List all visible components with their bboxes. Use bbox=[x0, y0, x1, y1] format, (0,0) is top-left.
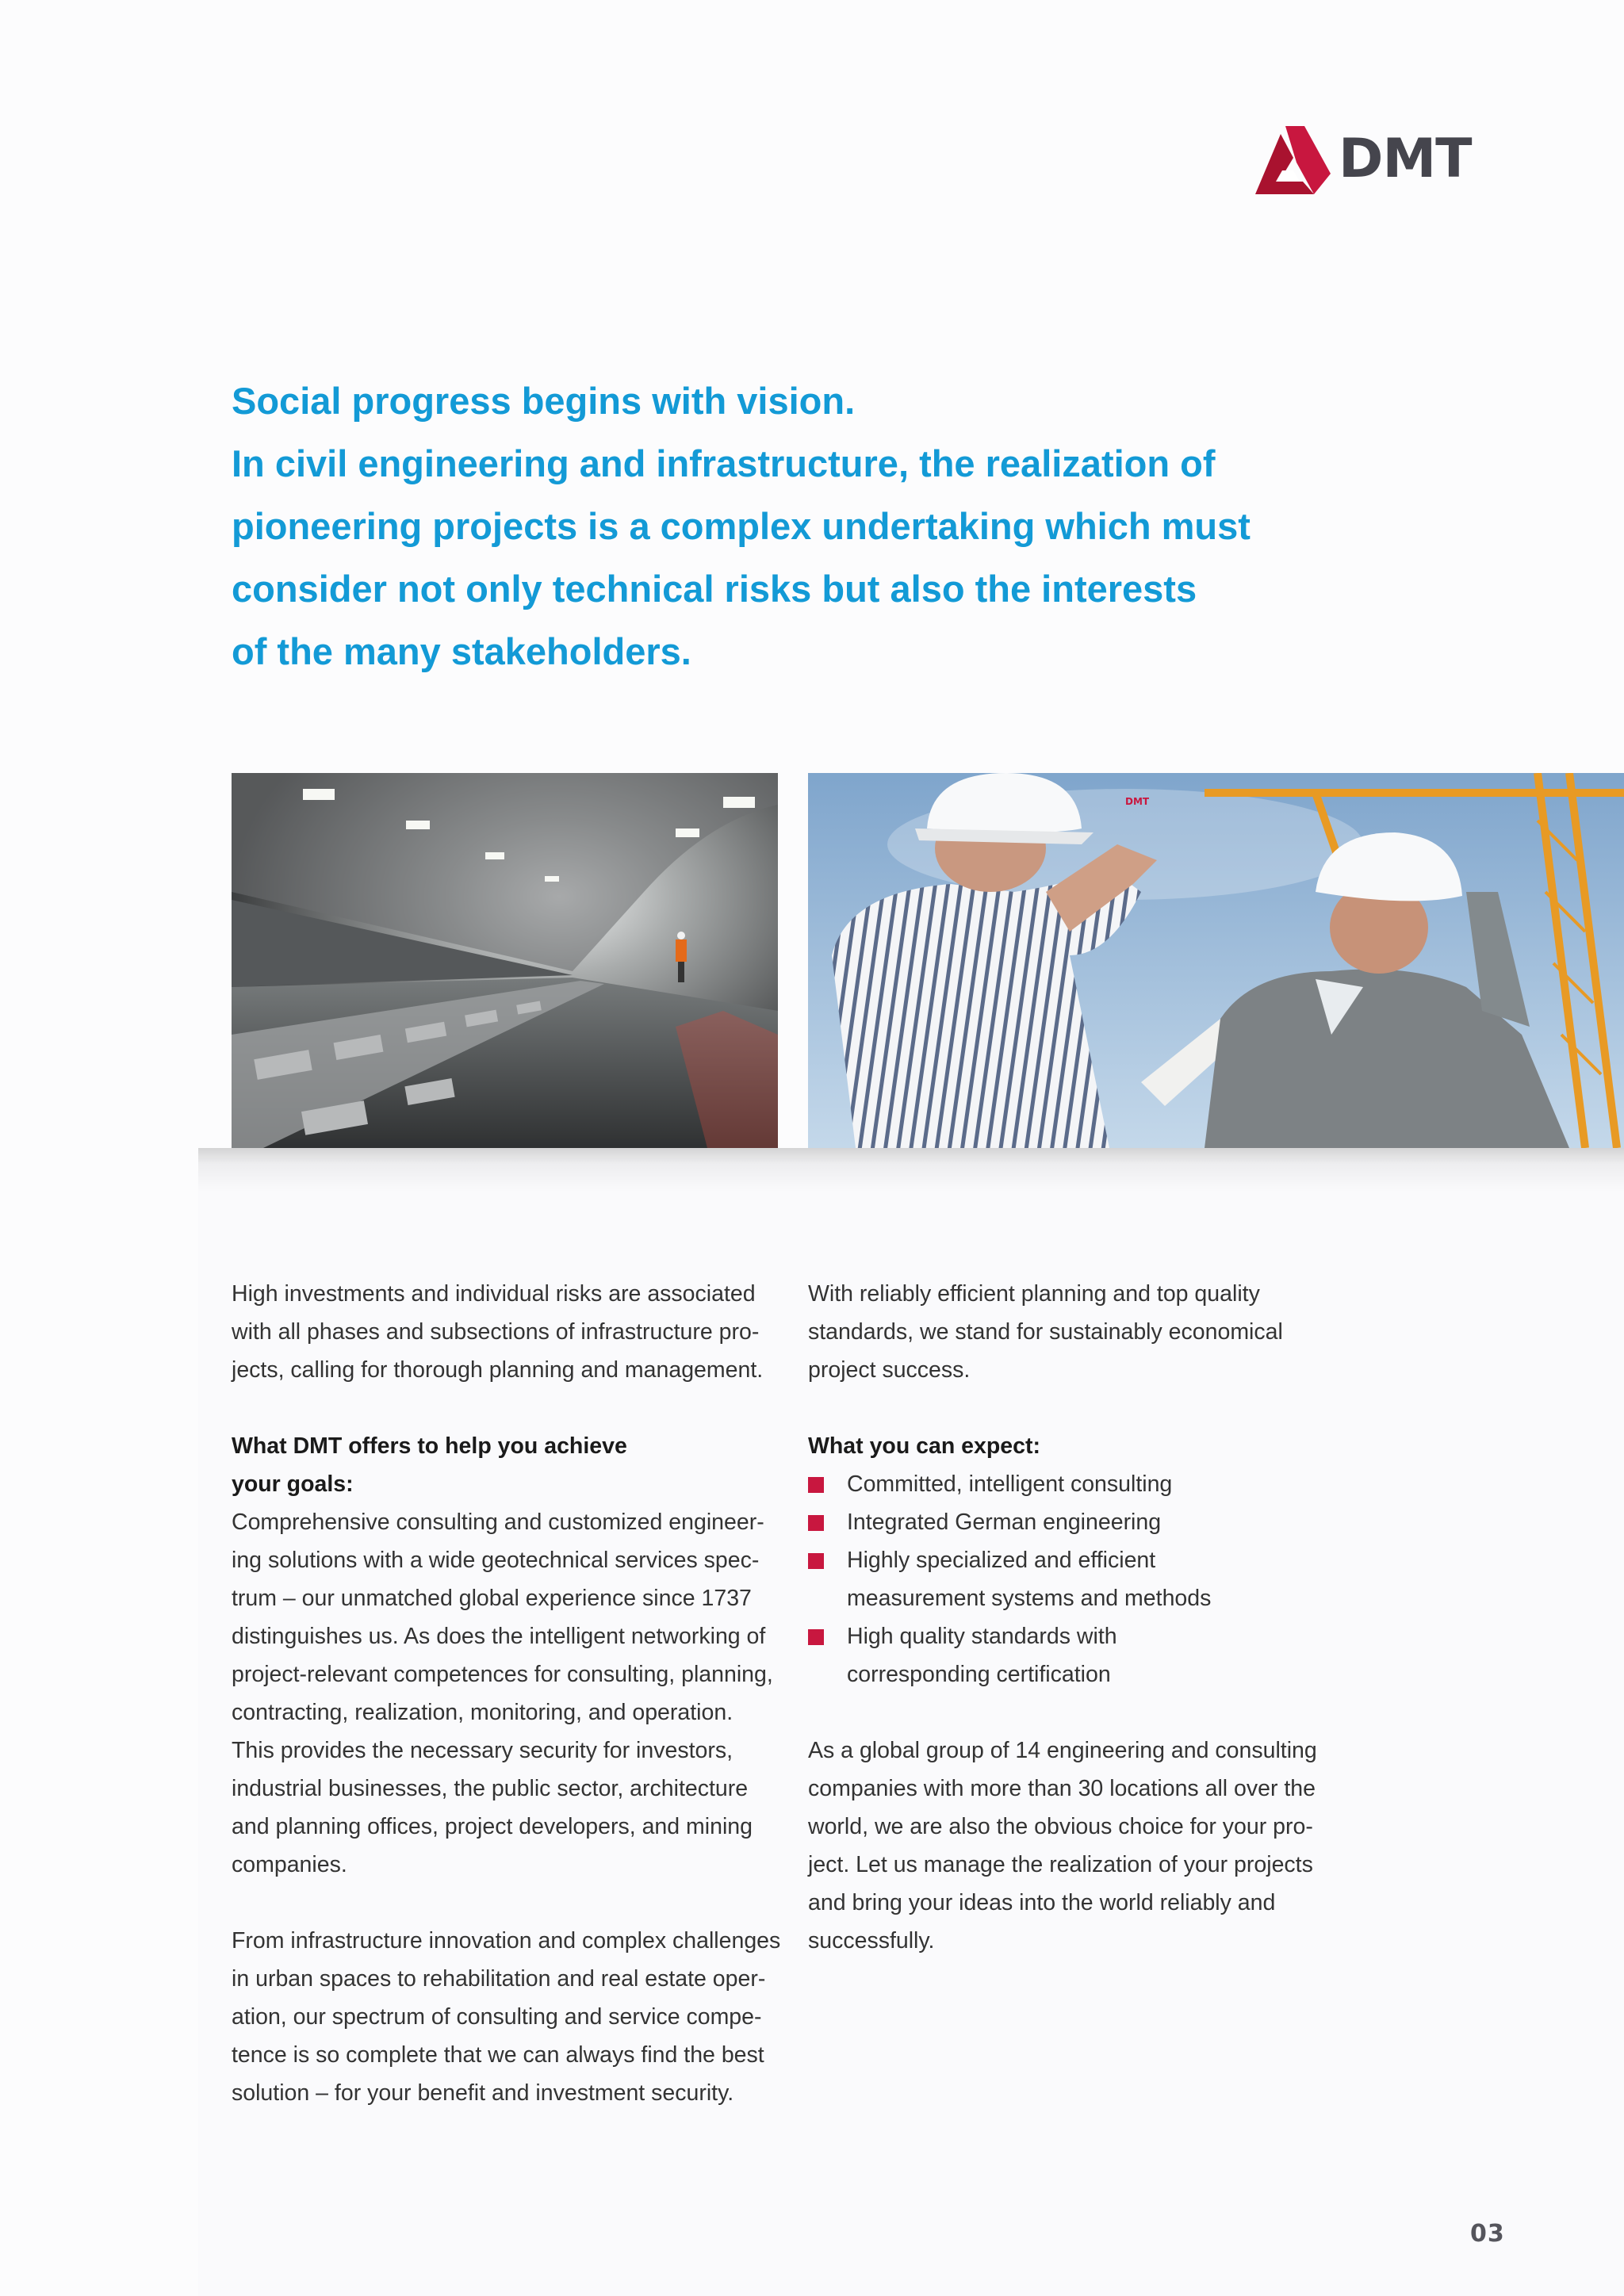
engineers-with-hard-hats-photo bbox=[808, 773, 1624, 1148]
offer-paragraph bbox=[232, 1503, 787, 1884]
headline-line: consider not only technical risks but also the interests bbox=[232, 568, 1197, 610]
helmet-logo-text: DMT bbox=[1125, 796, 1150, 807]
text-line: project-relevant competences for consulting, planning, bbox=[232, 1662, 773, 1687]
photo-shadow bbox=[198, 1148, 1624, 1211]
text-line: industrial businesses, the public sector, architecture bbox=[232, 1776, 749, 1801]
text-line: ing solutions with a wide geotechnical services spec- bbox=[232, 1548, 760, 1573]
railway-tunnel-photo bbox=[232, 773, 778, 1148]
list-item bbox=[808, 1541, 1363, 1617]
expect-subheading: What you can expect: bbox=[808, 1433, 1040, 1459]
text-line: High quality standards with bbox=[847, 1624, 1117, 1649]
logo-wordmark: DMT bbox=[1339, 128, 1472, 190]
text-line: trum – our unmatched global experience since 1737 bbox=[232, 1586, 752, 1611]
expect-list bbox=[808, 1465, 1363, 1693]
text-line: world, we are also the obvious choice for your pro- bbox=[808, 1814, 1313, 1839]
text-line: with all phases and subsections of infrastructure pro- bbox=[232, 1319, 760, 1345]
text-line: companies with more than 30 locations all over the bbox=[808, 1776, 1316, 1801]
offer-subheading bbox=[232, 1427, 787, 1503]
text-line: project success. bbox=[808, 1357, 971, 1383]
headline-line: pioneering projects is a complex undertaking which must bbox=[232, 505, 1251, 547]
headline-line: of the many stakeholders. bbox=[232, 630, 691, 672]
left-column bbox=[232, 1275, 787, 2112]
text-line: Integrated German engineering bbox=[847, 1510, 1162, 1535]
text-line: As a global group of 14 engineering and consulting bbox=[808, 1738, 1317, 1763]
text-line: Highly specialized and efficient bbox=[847, 1548, 1156, 1573]
text-line: measurement systems and methods bbox=[847, 1586, 1212, 1611]
text-line: contracting, realization, monitoring, and operation. bbox=[232, 1700, 733, 1725]
text-line: High investments and individual risks are associated bbox=[232, 1281, 756, 1307]
text-line: solution – for your benefit and investment security. bbox=[232, 2080, 734, 2106]
text-line: in urban spaces to rehabilitation and real estate oper- bbox=[232, 1966, 766, 1992]
text-line: corresponding certification bbox=[847, 1662, 1111, 1687]
text-line: tence is so complete that we can always find the best bbox=[232, 2042, 764, 2068]
dmt-logo-mark-icon bbox=[1255, 126, 1331, 194]
closing-paragraph bbox=[232, 1922, 787, 2112]
right-column bbox=[808, 1275, 1363, 1960]
text-line: This provides the necessary security for investors, bbox=[232, 1738, 733, 1763]
text-line: From infrastructure innovation and complex challenges bbox=[232, 1928, 781, 1954]
closing-paragraph bbox=[808, 1732, 1363, 1960]
text-line: With reliably efficient planning and top quality bbox=[808, 1281, 1260, 1307]
text-line: ation, our spectrum of consulting and service compe- bbox=[232, 2004, 762, 2030]
text-line: successfully. bbox=[808, 1928, 935, 1954]
text-line: Comprehensive consulting and customized engineer- bbox=[232, 1510, 764, 1535]
text-line: distinguishes us. As does the intelligent networking of bbox=[232, 1624, 766, 1649]
text-line: jects, calling for thorough planning and management. bbox=[232, 1357, 764, 1383]
page-number: 03 bbox=[1470, 2220, 1505, 2248]
headline-line: In civil engineering and infrastructure, the realization of bbox=[232, 442, 1216, 484]
list-item bbox=[808, 1503, 1363, 1541]
list-item bbox=[808, 1465, 1363, 1503]
intro-paragraph bbox=[232, 1275, 787, 1389]
headline-line: Social progress begins with vision. bbox=[232, 380, 856, 422]
page-headline bbox=[232, 369, 1381, 683]
text-line: Committed, intelligent consulting bbox=[847, 1471, 1173, 1497]
text-line: your goals: bbox=[232, 1471, 354, 1497]
text-line: and bring your ideas into the world reliably and bbox=[808, 1890, 1276, 1915]
intro-paragraph bbox=[808, 1275, 1363, 1389]
text-line: standards, we stand for sustainably economical bbox=[808, 1319, 1283, 1345]
text-line: What DMT offers to help you achieve bbox=[232, 1433, 627, 1459]
list-item bbox=[808, 1617, 1363, 1693]
text-line: and planning offices, project developers, and mining bbox=[232, 1814, 753, 1839]
text-line: ject. Let us manage the realization of your projects bbox=[808, 1852, 1313, 1877]
text-line: companies. bbox=[232, 1852, 347, 1877]
